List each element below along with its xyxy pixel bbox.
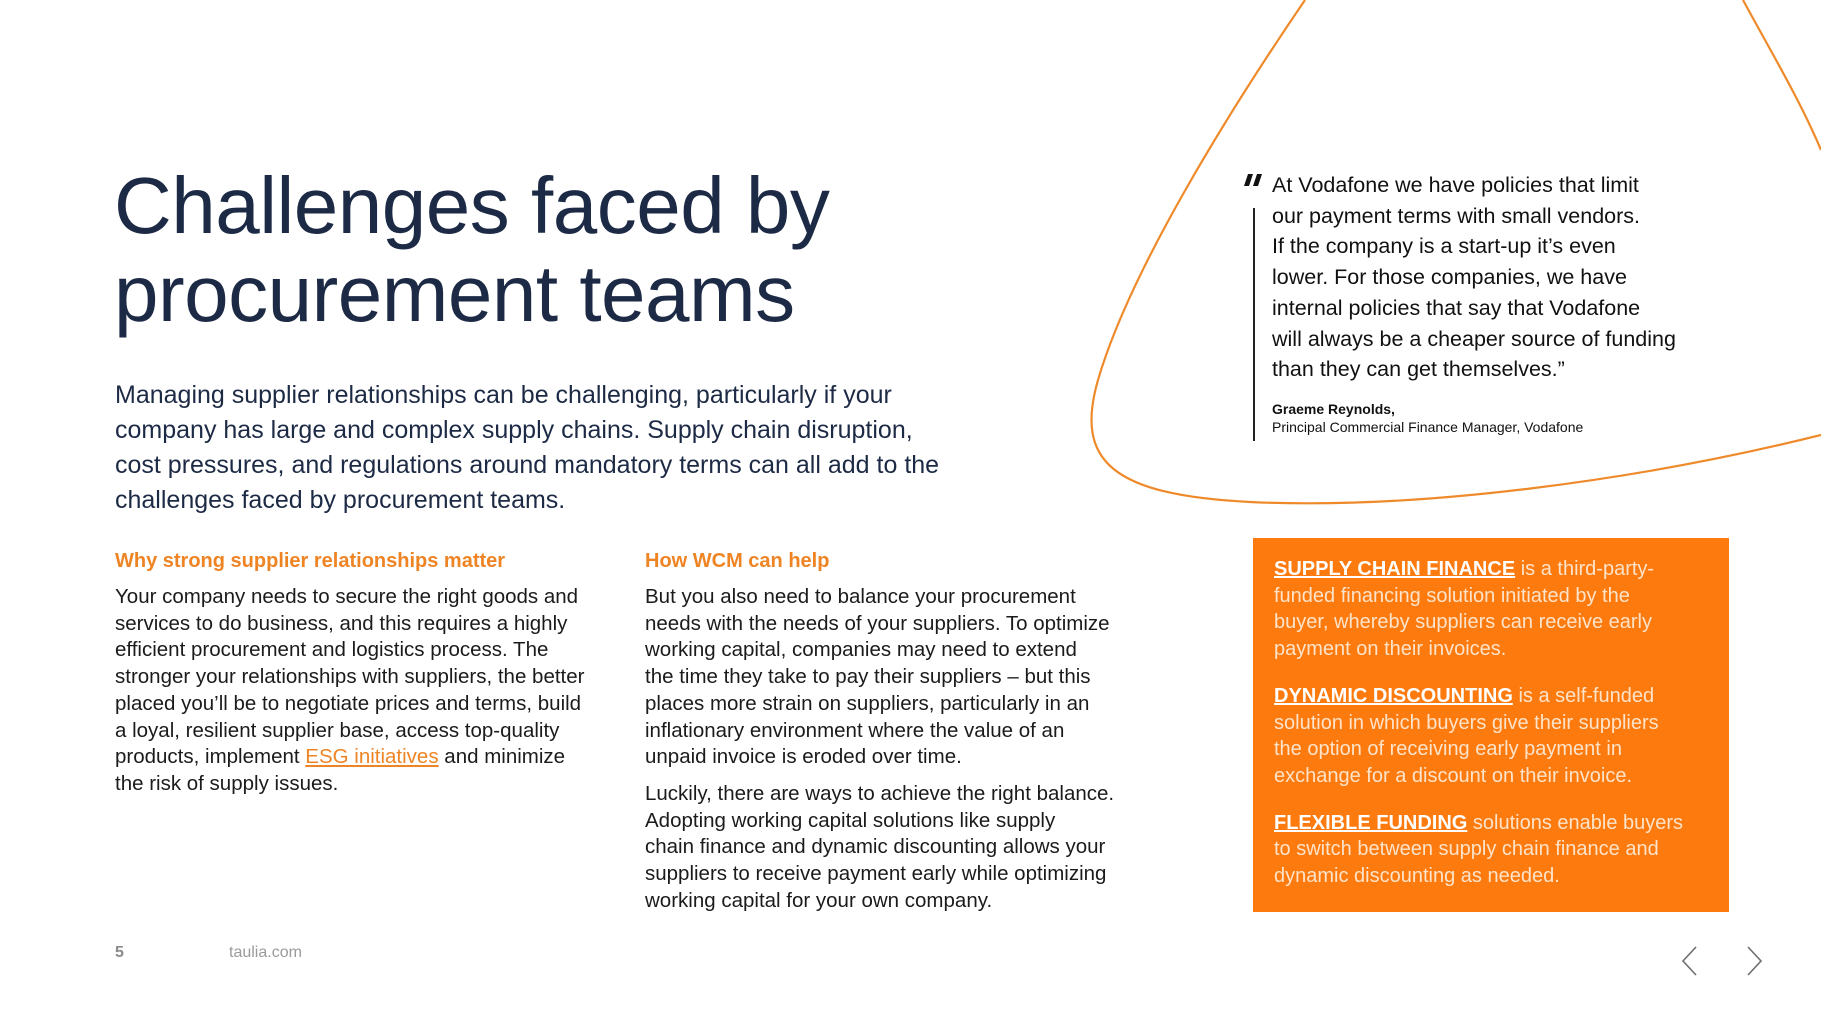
body-line: stronger your relationships with suppliers, the better: [115, 665, 585, 689]
body-line: a loyal, resilient supplier base, access top-quality: [115, 718, 560, 742]
quote-divider-bar: [1253, 208, 1255, 441]
solution-dynamic-discounting: [1274, 683, 1711, 790]
solution-first-line: [1274, 810, 1711, 837]
how-wcm-paragraph-2: [645, 781, 1145, 915]
chevron-right-icon: [1741, 944, 1767, 978]
body-line: working capital for your own company.: [645, 888, 993, 912]
quote-line: If the company is a start-up it’s even: [1272, 234, 1616, 259]
previous-page-button[interactable]: [1677, 944, 1703, 978]
supply-chain-finance-term[interactable]: SUPPLY CHAIN FINANCE: [1274, 558, 1516, 580]
body-line: the time they take to pay their suppliers – but this: [645, 665, 1091, 689]
solution-line: solution in which buyers give their suppliers: [1274, 711, 1659, 734]
dynamic-discounting-term[interactable]: DYNAMIC DISCOUNTING: [1274, 684, 1513, 707]
how-wcm-helps-heading: How WCM can help: [645, 550, 830, 572]
body-text: and minimize: [438, 745, 566, 769]
page-title-line-2: procurement teams: [114, 249, 795, 338]
body-line: Luckily, there are ways to achieve the right balance.: [645, 781, 1115, 805]
solution-line: payment on their invoices.: [1274, 638, 1507, 661]
body-line: services to do business, and this requires a highly: [115, 611, 568, 635]
body-line: suppliers to receive payment early while optimizing: [645, 862, 1107, 886]
why-relationships-heading: Why strong supplier relationships matter: [115, 550, 506, 572]
quote-line: our payment terms with small vendors.: [1272, 203, 1641, 228]
body-line: Adopting working capital solutions like supply: [645, 808, 1056, 832]
flexible-funding-term[interactable]: FLEXIBLE FUNDING: [1274, 811, 1468, 834]
body-line: Your company needs to secure the right goods and: [115, 585, 579, 608]
body-line: the risk of supply issues.: [115, 771, 339, 795]
why-relationships-section: [115, 548, 635, 808]
quote-line: will always be a cheaper source of funding: [1272, 326, 1676, 351]
quote-line: At Vodafone we have policies that limit: [1272, 173, 1639, 197]
quote-author: Graeme Reynolds,: [1272, 401, 1395, 417]
body-line: chain finance and dynamic discounting allows your: [645, 835, 1106, 859]
how-wcm-helps-section: [645, 548, 1145, 924]
quote-line: internal policies that say that Vodafone: [1272, 295, 1641, 320]
esg-initiatives-link[interactable]: ESG initiatives: [305, 745, 439, 769]
solution-supply-chain-finance: [1274, 556, 1711, 663]
intro-line: Managing supplier relationships can be challenging, particularly if your: [115, 381, 892, 409]
intro-paragraph: [115, 378, 1045, 518]
body-line: But you also need to balance your procurement: [645, 585, 1076, 608]
how-wcm-paragraph-1: [645, 584, 1145, 771]
why-relationships-body: [115, 584, 635, 798]
solution-line: to switch between supply chain finance and: [1274, 838, 1659, 861]
intro-line: company has large and complex supply chains. Supply chain disruption,: [115, 416, 913, 444]
page-title: [114, 162, 829, 338]
solution-line: the option of receiving early payment in: [1274, 738, 1622, 761]
solution-text: is a third-party-: [1515, 558, 1655, 580]
solutions-callout-box: [1253, 538, 1729, 912]
solution-first-line: [1274, 683, 1711, 710]
solution-first-line: [1274, 556, 1711, 583]
solution-line: buyer, whereby suppliers can receive early: [1274, 611, 1652, 634]
body-line: places more strain on suppliers, particularly in an: [645, 691, 1090, 715]
solution-text: solutions enable buyers: [1467, 811, 1684, 834]
solution-line: dynamic discounting as needed.: [1274, 865, 1560, 888]
page-title-line-1: Challenges faced by: [114, 161, 830, 250]
solution-text: is a self-funded: [1512, 684, 1655, 707]
page-number: 5: [115, 944, 124, 961]
body-line: inflationary environment where the value of an: [645, 718, 1065, 742]
body-line: unpaid invoice is eroded over time.: [645, 745, 962, 769]
solution-flexible-funding: [1274, 810, 1711, 890]
body-line: placed you’ll be to negotiate prices and terms, build: [115, 691, 582, 715]
site-link[interactable]: taulia.com: [229, 944, 302, 961]
solution-line: exchange for a discount on their invoice.: [1274, 764, 1632, 787]
quote-line: than they can get themselves.”: [1272, 357, 1565, 382]
solution-line: funded financing solution initiated by the: [1274, 584, 1630, 607]
body-line: efficient procurement and logistics process. The: [115, 638, 549, 662]
intro-line: challenges faced by procurement teams.: [115, 486, 566, 514]
body-line: needs with the needs of your suppliers. To optimize: [645, 611, 1110, 635]
body-line: working capital, companies may need to extend: [645, 638, 1077, 662]
next-page-button[interactable]: [1741, 944, 1767, 978]
intro-line: cost pressures, and regulations around mandatory terms can all add to the: [115, 451, 940, 479]
quote-author-role: Principal Commercial Finance Manager, Vodafone: [1272, 419, 1584, 435]
quote-line: lower. For those companies, we have: [1272, 265, 1627, 290]
body-line-with-link: [115, 744, 635, 771]
body-text: products, implement: [115, 745, 306, 769]
quote-text: [1272, 170, 1676, 385]
chevron-left-icon: [1677, 944, 1703, 978]
